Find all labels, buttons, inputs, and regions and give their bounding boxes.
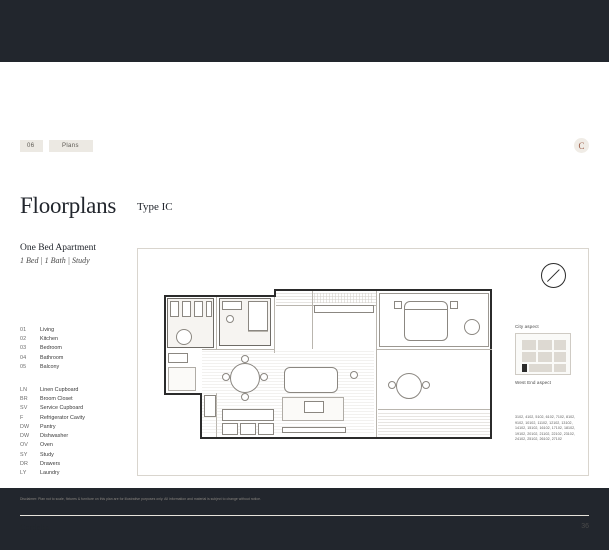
drawers bbox=[206, 301, 212, 317]
apartment-type: One Bed Apartment bbox=[20, 243, 96, 253]
legend-item bbox=[20, 344, 128, 353]
plan-type-label: Type IC bbox=[137, 201, 173, 213]
side-table bbox=[350, 371, 358, 379]
dining-chair bbox=[260, 373, 268, 381]
toilet bbox=[226, 315, 234, 323]
legend-label: Linen Cupboard bbox=[40, 386, 79, 393]
laundry bbox=[168, 353, 188, 363]
legend-item bbox=[20, 353, 128, 362]
legend-key: DR bbox=[20, 461, 29, 468]
page-toolbar bbox=[0, 134, 609, 158]
apartment-detail: 1 Bed | 1 Bath | Study bbox=[20, 256, 90, 265]
legend-key: 03 bbox=[20, 345, 27, 352]
partition-9 bbox=[202, 349, 217, 350]
legend-label: Kitchen bbox=[40, 335, 58, 342]
legend-item bbox=[20, 441, 128, 450]
legend-item bbox=[20, 413, 128, 422]
vanity bbox=[222, 301, 242, 310]
partition-4 bbox=[312, 291, 313, 349]
key-plan-diagram bbox=[515, 333, 571, 375]
footer-divider bbox=[20, 515, 589, 516]
legend-item bbox=[20, 422, 128, 431]
legend-key: OV bbox=[20, 442, 29, 449]
legend-key: SV bbox=[20, 405, 28, 412]
legend-key: 04 bbox=[20, 354, 27, 361]
key-block bbox=[554, 364, 566, 372]
aspect-label-top: City aspect bbox=[515, 324, 539, 329]
legend-key: LN bbox=[20, 386, 28, 393]
aspect-key bbox=[515, 324, 575, 385]
legend-label: Refrigerator Cavity bbox=[40, 414, 85, 421]
wall-right bbox=[490, 289, 492, 439]
key-block bbox=[522, 352, 536, 362]
legend-item bbox=[20, 450, 128, 459]
legend-label: Dishwasher bbox=[40, 433, 69, 440]
dishwasher bbox=[240, 423, 256, 435]
legend-label: Pantry bbox=[40, 423, 56, 430]
legend-label: Oven bbox=[40, 442, 53, 449]
brand-name: Cordelia bbox=[20, 523, 49, 532]
legend-key: DW bbox=[20, 423, 30, 430]
wall-left bbox=[164, 295, 166, 395]
study-desk bbox=[168, 367, 196, 391]
legend-item bbox=[20, 404, 128, 413]
partition-3 bbox=[274, 297, 275, 353]
legend-label: Service Cupboard bbox=[40, 405, 84, 412]
no-entry-icon bbox=[541, 263, 566, 288]
bedroom-chair bbox=[464, 319, 480, 335]
disclaimer-text: Disclaimer: Plan not to scale, fixtures & furniture on this plan are for illustrative purposes only. All information and material is subject to change without notice. bbox=[20, 497, 261, 501]
legend-key: DW bbox=[20, 433, 30, 440]
linen-cupboard bbox=[170, 301, 179, 317]
outdoor-table bbox=[396, 373, 422, 399]
legend-label: Bathroom bbox=[40, 354, 64, 361]
entry-door-swing bbox=[176, 329, 192, 345]
unit-number-list: 3102, 4102, 5102, 6102, 7102, 8102, 9102, 10102, 11102, 12102, 13102, 14102, 15102, 16102, 17102, 18102, 19102, 20102, 21102, 22102, 23102, 24102, 25102, 26102, 27102 bbox=[515, 415, 576, 442]
broom-closet bbox=[182, 301, 191, 317]
legend-key: F bbox=[20, 414, 24, 421]
shower-screen bbox=[248, 331, 268, 332]
bedside-table-right bbox=[450, 301, 458, 309]
legend-label: Broom Closet bbox=[40, 395, 73, 402]
legend-rooms bbox=[20, 325, 128, 371]
wardrobe bbox=[314, 305, 374, 313]
key-block bbox=[538, 352, 552, 362]
legend-item bbox=[20, 334, 128, 343]
legend-item bbox=[20, 469, 128, 478]
dining-chair bbox=[241, 393, 249, 401]
coffee-table bbox=[304, 401, 324, 413]
legend-key: BR bbox=[20, 395, 28, 402]
partition-2 bbox=[216, 349, 274, 350]
legend-item bbox=[20, 459, 128, 468]
document-page bbox=[0, 62, 609, 532]
key-block bbox=[529, 364, 552, 372]
partition-7 bbox=[376, 349, 377, 437]
key-block bbox=[554, 340, 566, 350]
bed-pillow-line bbox=[404, 309, 448, 310]
legend-label: Balcony bbox=[40, 363, 60, 370]
legend-key: 05 bbox=[20, 363, 27, 370]
wall-top-right bbox=[274, 289, 492, 291]
legend-key: LY bbox=[20, 470, 27, 477]
oven bbox=[222, 423, 238, 435]
dining-chair bbox=[241, 355, 249, 363]
balcony-line bbox=[378, 409, 490, 410]
legend-label: Drawers bbox=[40, 461, 61, 468]
tv-unit bbox=[282, 427, 346, 433]
key-block-highlight bbox=[522, 364, 527, 372]
key-block bbox=[522, 340, 536, 350]
page-title: Floorplans bbox=[20, 193, 117, 218]
wall-left-return bbox=[164, 393, 202, 395]
legend-key: 02 bbox=[20, 335, 27, 342]
key-block bbox=[554, 352, 566, 362]
legend-key: SY bbox=[20, 451, 28, 458]
floorplan-drawing bbox=[164, 289, 496, 441]
page-number: 36 bbox=[581, 523, 589, 530]
bed bbox=[404, 301, 448, 341]
aspect-label-bottom: West End aspect bbox=[515, 380, 552, 385]
outdoor-chair bbox=[388, 381, 396, 389]
dining-table bbox=[230, 363, 260, 393]
brand-logo-icon: C bbox=[574, 138, 589, 153]
legend-item bbox=[20, 362, 128, 371]
legend-label: Living bbox=[40, 326, 55, 333]
dining-chair bbox=[222, 373, 230, 381]
pantry bbox=[204, 395, 216, 417]
service-cupboard bbox=[194, 301, 203, 317]
page-chip[interactable]: 06 bbox=[20, 140, 43, 152]
legend-item bbox=[20, 325, 128, 334]
bedside-table-left bbox=[394, 301, 402, 309]
legend-key: 01 bbox=[20, 326, 27, 333]
wall-bottom bbox=[200, 437, 492, 439]
legend-item bbox=[20, 431, 128, 440]
section-chip-plans[interactable]: Plans bbox=[49, 140, 93, 152]
partition-1 bbox=[216, 297, 217, 349]
kitchen-bench bbox=[222, 409, 274, 421]
legend-item bbox=[20, 394, 128, 403]
partition-6 bbox=[376, 349, 492, 350]
shower bbox=[248, 301, 268, 331]
legend-abbreviations bbox=[20, 385, 128, 478]
legend-item bbox=[20, 385, 128, 394]
key-block bbox=[538, 340, 552, 350]
sofa bbox=[284, 367, 338, 393]
outdoor-chair bbox=[422, 381, 430, 389]
legend-label: Study bbox=[40, 451, 54, 458]
refrigerator-cavity bbox=[258, 423, 274, 435]
legend-label: Laundry bbox=[40, 470, 60, 477]
partition-5 bbox=[376, 291, 377, 349]
robe-hatch bbox=[314, 293, 374, 303]
legend-label: Bedroom bbox=[40, 345, 62, 352]
balcony-floor-hatch bbox=[378, 413, 490, 435]
wall-top-left bbox=[164, 295, 276, 297]
